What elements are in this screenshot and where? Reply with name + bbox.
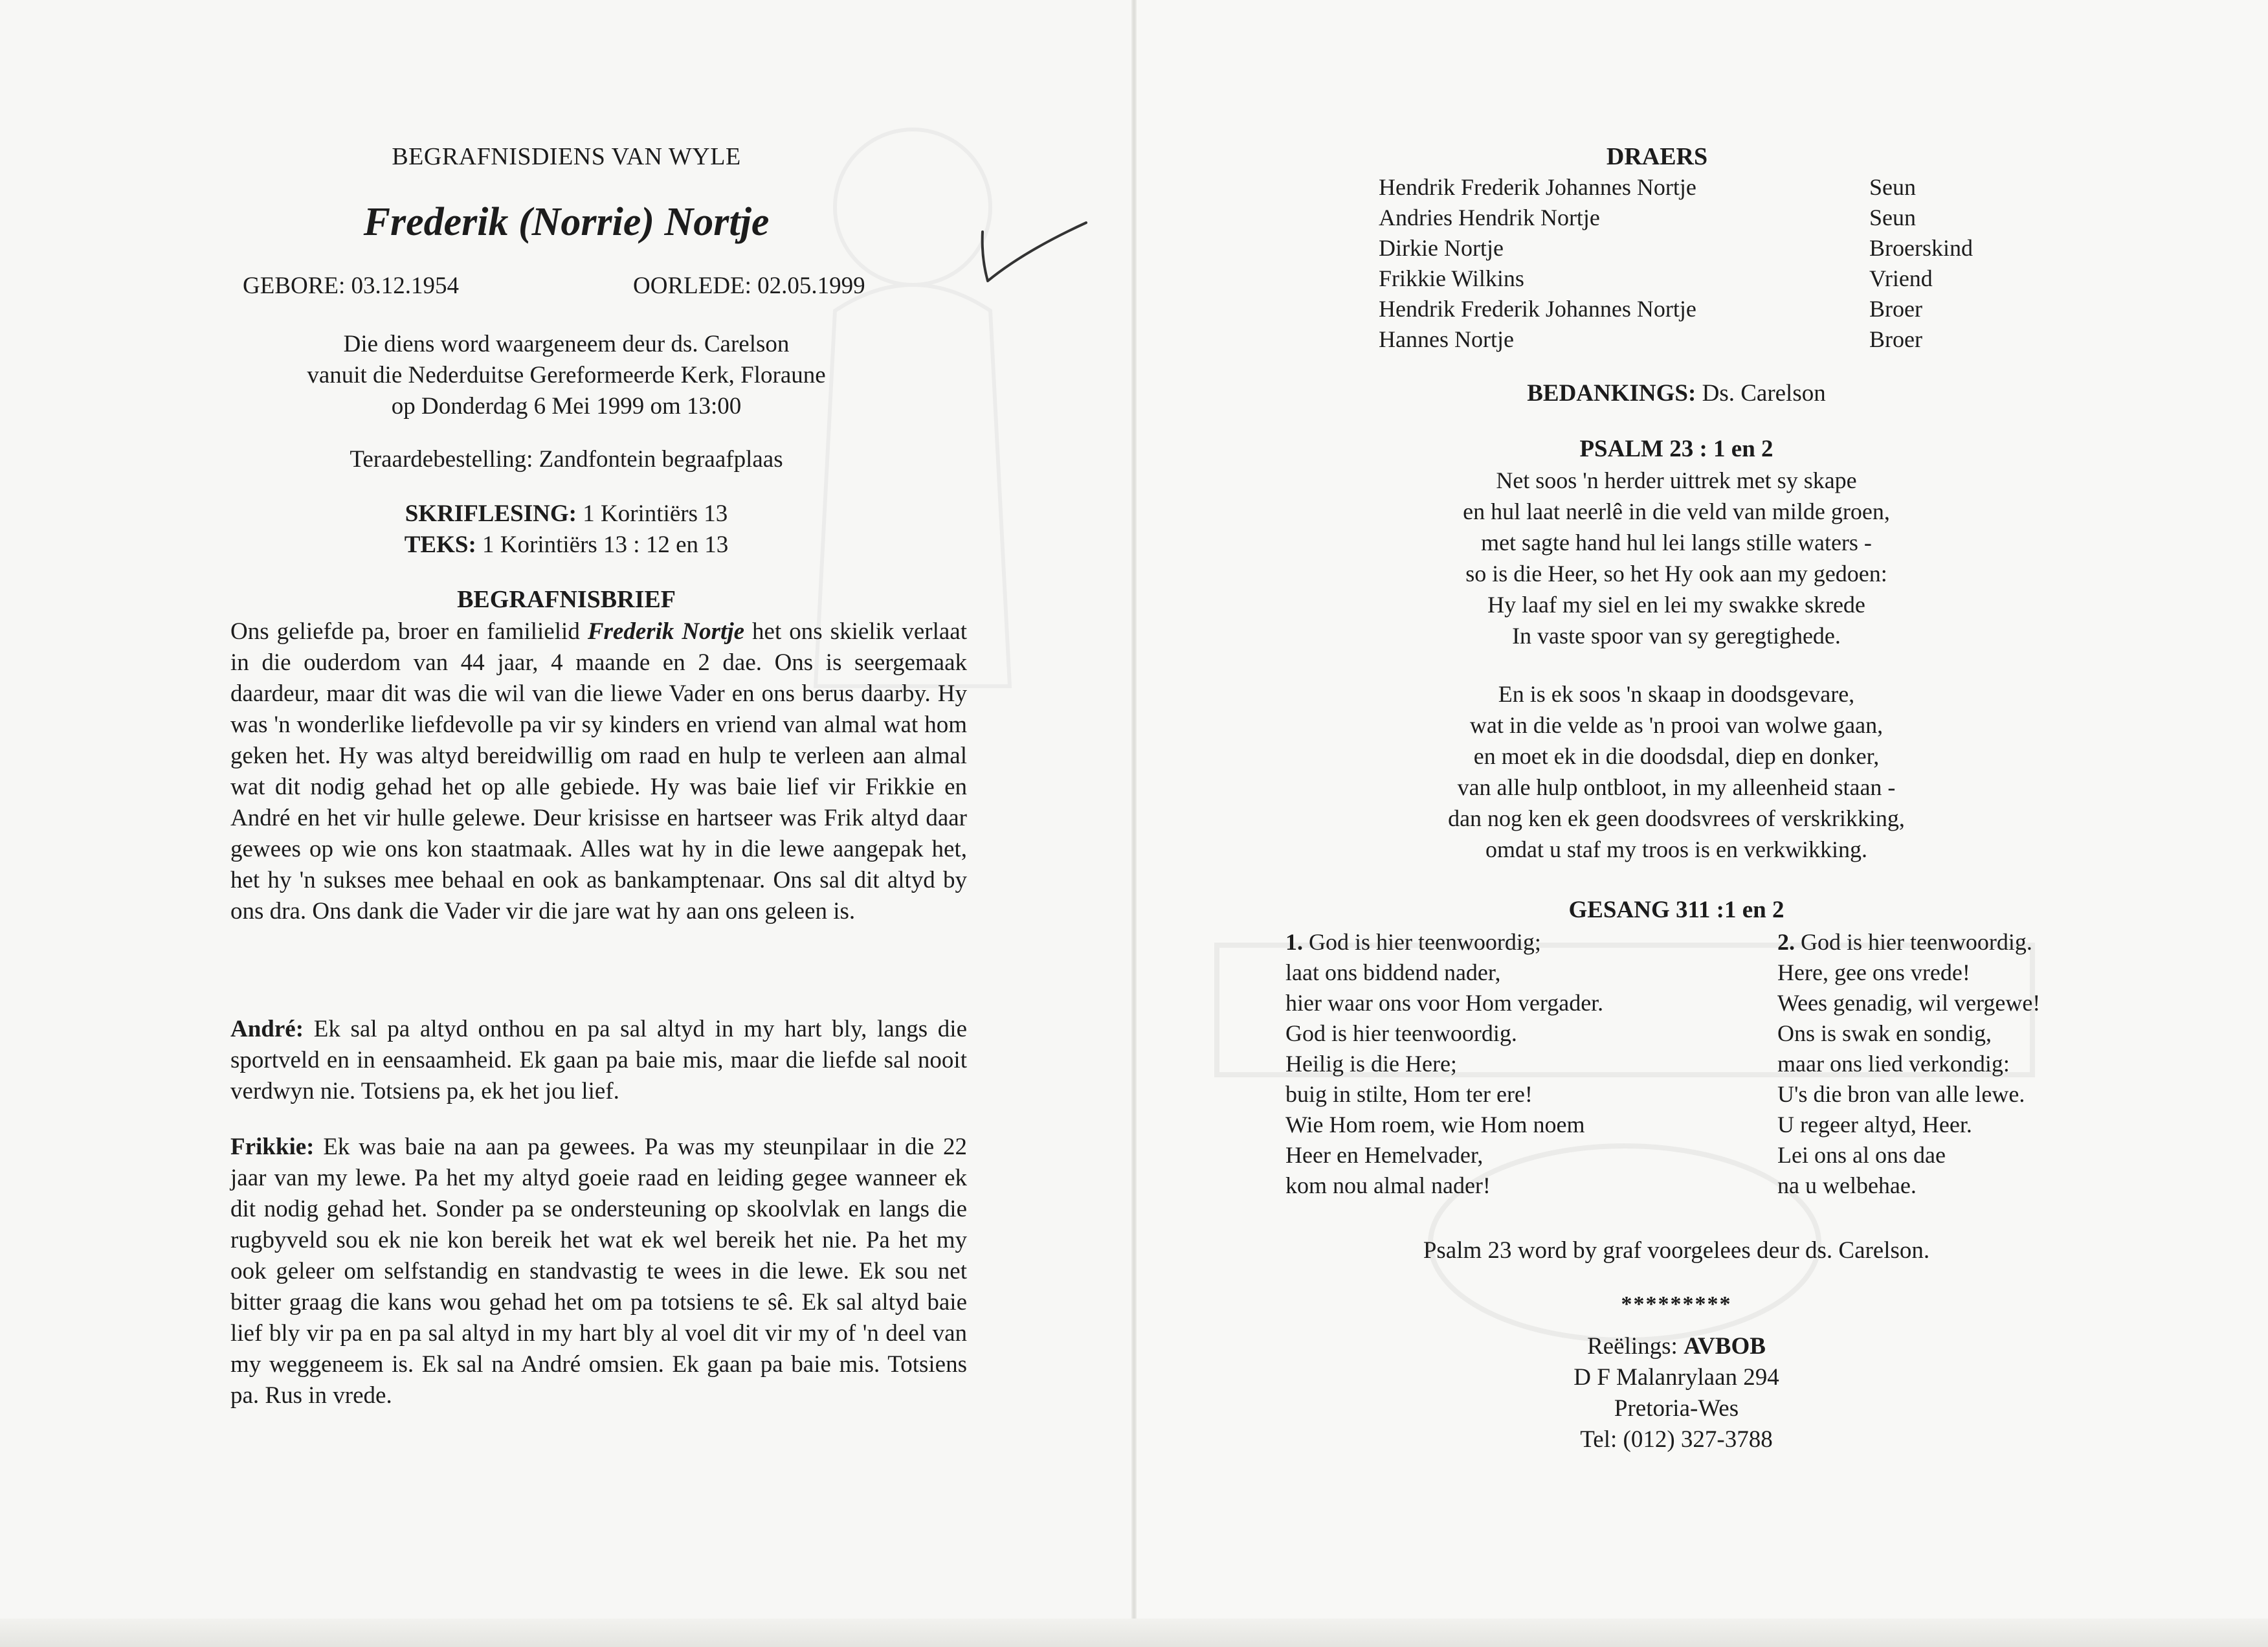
deceased-name: Frederik (Norrie) Nortje: [363, 200, 770, 244]
pallbearer-relation: Seun: [1869, 205, 1916, 230]
psalm-line: met sagte hand hul lei langs stille waters -: [1481, 530, 1872, 555]
funeral-company: AVBOB: [1684, 1333, 1766, 1360]
hymn-line: kom nou almal nader!: [1285, 1172, 1491, 1198]
pallbearer-name: Hannes Nortje: [1379, 326, 1514, 352]
pallbearer-relation: Broerskind: [1869, 235, 1973, 261]
separator-stars: *********: [1621, 1292, 1732, 1316]
hymn-line: [1777, 927, 2179, 958]
reading-label: SKRIFLESING:: [405, 500, 577, 527]
pallbearer-relation: Seun: [1869, 174, 1916, 200]
psalm-title: PSALM 23 : 1 en 2: [1579, 436, 1773, 462]
hymn-line: U regeer altyd, Heer.: [1777, 1112, 1972, 1137]
frikkie-tribute: [230, 1132, 967, 1411]
pallbearer-name: Hendrik Frederik Johannes Nortje: [1379, 174, 1696, 200]
bottom-edge-shadow: [0, 1619, 2268, 1647]
letter-intro: Ons geliefde pa, broer en familielid: [230, 618, 588, 645]
hymn-line: Here, gee ons vrede!: [1777, 959, 1970, 985]
thanks-value: Ds. Carelson: [1696, 380, 1826, 407]
arrangements-label: Reëlings:: [1587, 1333, 1684, 1360]
pallbearer-relation: Broer: [1869, 296, 1922, 322]
hymn-verse-number: 2.: [1777, 929, 1795, 955]
service-details: [227, 329, 906, 422]
pallbearer-relation: Broer: [1869, 326, 1922, 352]
hymn-line: maar ons lied verkondig:: [1777, 1051, 2010, 1077]
hymn-line: buig in stilte, Hom ter ere!: [1285, 1081, 1533, 1107]
text-value: 1 Korintiërs 13 : 12 en 13: [476, 532, 729, 558]
hymn-verse-1: [1285, 927, 1687, 1201]
address-line: D F Malanrylaan 294: [1573, 1364, 1779, 1391]
pallbearer-row: [1379, 172, 2026, 203]
psalm-line: Hy laaf my siel en lei my swakke skrede: [1487, 592, 1865, 618]
psalm-line: en hul laat neerlê in die veld van milde groen,: [1463, 499, 1890, 524]
phone-number: Tel: (012) 327-3788: [1580, 1426, 1773, 1453]
handwritten-checkmark: [979, 219, 1089, 290]
hymn-line: Wie Hom roem, wie Hom noem: [1285, 1112, 1585, 1137]
letter-body: [230, 616, 967, 927]
address-line: Pretoria-Wes: [1614, 1395, 1739, 1422]
psalm-verse-1: [1288, 465, 2065, 651]
pallbearer-name: Hendrik Frederik Johannes Nortje: [1379, 296, 1696, 322]
text-label: TEKS:: [404, 532, 476, 558]
hymn-line: Lei ons al ons dae: [1777, 1142, 1946, 1168]
pallbearers-heading: DRAERS: [1606, 143, 1708, 170]
andre-text: Ek sal pa altyd onthou en pa sal altyd in my hart bly, langs die sportveld en in eensaamheid. Ek gaan pa baie mis, maar die liefde sal nooit verdwyn nie. Totsiens pa, ek het jou lief.: [230, 1016, 967, 1104]
psalm-line: so is die Heer, so het Hy ook aan my gedoen:: [1465, 561, 1887, 587]
pallbearer-relation: Vriend: [1869, 265, 1933, 291]
frikkie-label: Frikkie:: [230, 1134, 315, 1160]
arrangements-line: [1288, 1331, 2065, 1362]
interment-location: Teraardebestelling: Zandfontein begraafplaas: [350, 446, 783, 473]
pallbearer-name: Frikkie Wilkins: [1379, 265, 1524, 291]
reading-value: 1 Korintiërs 13: [576, 500, 728, 527]
thanks-label: BEDANKINGS:: [1527, 380, 1696, 407]
hymn-line: hier waar ons voor Hom vergader.: [1285, 990, 1604, 1016]
pallbearer-name: Dirkie Nortje: [1379, 235, 1504, 261]
birth-date: GEBORE: 03.12.1954: [243, 273, 460, 299]
text-line: [227, 530, 906, 561]
psalm-line: Net soos 'n herder uittrek met sy skape: [1496, 467, 1857, 493]
pallbearer-row: [1379, 294, 2026, 324]
service-heading: BEGRAFNISDIENS VAN WYLE: [392, 143, 741, 170]
hymn-verse-2: [1777, 927, 2179, 1201]
hymn-line: Ons is swak en sondig,: [1777, 1020, 1992, 1046]
hymn-line: U's die bron van alle lewe.: [1777, 1081, 2025, 1107]
service-line: Die diens word waargeneem deur ds. Carelson: [343, 331, 790, 357]
psalm-line: En is ek soos 'n skaap in doodsgevare,: [1498, 681, 1855, 707]
andre-label: André:: [230, 1016, 304, 1042]
psalm-line: wat in die velde as 'n prooi van wolwe gaan,: [1469, 712, 1884, 738]
pallbearers-list: [1379, 172, 2026, 355]
letter-title: BEGRAFNISBRIEF: [457, 586, 676, 613]
pallbearer-row: [1379, 233, 2026, 263]
hymn-line: Heilig is die Here;: [1285, 1051, 1457, 1077]
psalm-line: In vaste spoor van sy geregtighede.: [1512, 623, 1841, 649]
hymn-line: [1285, 927, 1687, 958]
psalm-line: omdat u staf my troos is en verkwikking.: [1485, 836, 1867, 862]
hymn-line-text: God is hier teenwoordig.: [1795, 929, 2032, 955]
hymn-line: na u welbehae.: [1777, 1172, 1917, 1198]
reading-line: [227, 499, 906, 530]
hymn-title: GESANG 311 :1 en 2: [1568, 897, 1784, 923]
scripture-reading: [227, 499, 906, 561]
psalm-line: dan nog ken ek geen doodsvrees of verskrikking,: [1448, 805, 1905, 831]
service-line: op Donderdag 6 Mei 1999 om 13:00: [391, 393, 742, 420]
psalm-verse-2: [1288, 678, 2065, 865]
hymn-line: God is hier teenwoordig.: [1285, 1020, 1517, 1046]
thanks-line: [1288, 379, 2065, 407]
service-line: vanuit die Nederduitse Gereformeerde Kerk, Floraune: [307, 362, 826, 388]
hymn-line: Wees genadig, wil vergewe!: [1777, 990, 2041, 1016]
letter-deceased-name: Frederik Nortje: [587, 618, 745, 645]
frikkie-text: Ek was baie na aan pa gewees. Pa was my steunpilaar in die 22 jaar van my lewe. Pa het my altyd goeie raad en leiding gegee wanneer ek dit nodig gehad het. Sonder pa se ondersteuning op skoolvlak en langs die rugbyveld sou ek nie kon bereik het wat ek wel bereik het nie. Pa het my ook geleer om selfstandig en standvastig te wees in die lewe. Ek sou net bitter graag die kans wou gehad het om pa totsiens te sê. Ek sal altyd baie lief bly vir pa en pa sal altyd in my hart bly al voel dit vir my of 'n deel van my weggeneem is. Ek sal na André omsien. Ek gaan pa baie mis. Totsiens pa. Rus in vrede.: [230, 1134, 967, 1409]
hymn-verse-number: 1.: [1285, 929, 1303, 955]
andre-tribute: [230, 1014, 967, 1107]
pallbearer-row: [1379, 203, 2026, 233]
psalm-line: en moet ek in die doodsdal, diep en donker,: [1473, 743, 1880, 769]
funeral-arrangements: [1288, 1331, 2065, 1455]
pallbearer-row: [1379, 324, 2026, 355]
page-fold: [1131, 0, 1137, 1647]
letter-rest: het ons skielik verlaat in die ouderdom van 44 jaar, 4 maande en 2 dae. Ons is seergemaak daardeur, maar dit was die wil van die liewe Vader en ons berus daarby. Hy was 'n wonderlike liefdevolle pa vir sy kinders en vriend van almal wat hom geken het. Hy was altyd bereidwillig om raad en hulp te verleen aan almal wat dit nodig gehad het op alle gebiede. Hy was baie lief vir Frikkie en André en het vir hulle gelewe. Deur krisisse en hartseer was Frik altyd daar gewees op wie ons kon staatmaak. Alles wat hy in die lewe aangepak het, het hy 'n sukses mee behaal en ook as bankamptenaar. Ons sal dit altyd by ons dra. Ons dank die Vader vir die jare wat hy aan ons geleen is.: [230, 618, 967, 924]
hymn-line-text: God is hier teenwoordig;: [1303, 929, 1541, 955]
pallbearer-row: [1379, 263, 2026, 294]
psalm-line: van alle hulp ontbloot, in my alleenheid staan -: [1457, 774, 1896, 800]
pallbearer-name: Andries Hendrik Nortje: [1379, 205, 1600, 230]
death-date: OORLEDE: 02.05.1999: [633, 273, 865, 299]
hymn-line: Heer en Hemelvader,: [1285, 1142, 1484, 1168]
graveside-note: Psalm 23 word by graf voorgelees deur ds. Carelson.: [1423, 1237, 1930, 1264]
hymn-line: laat ons biddend nader,: [1285, 959, 1501, 985]
